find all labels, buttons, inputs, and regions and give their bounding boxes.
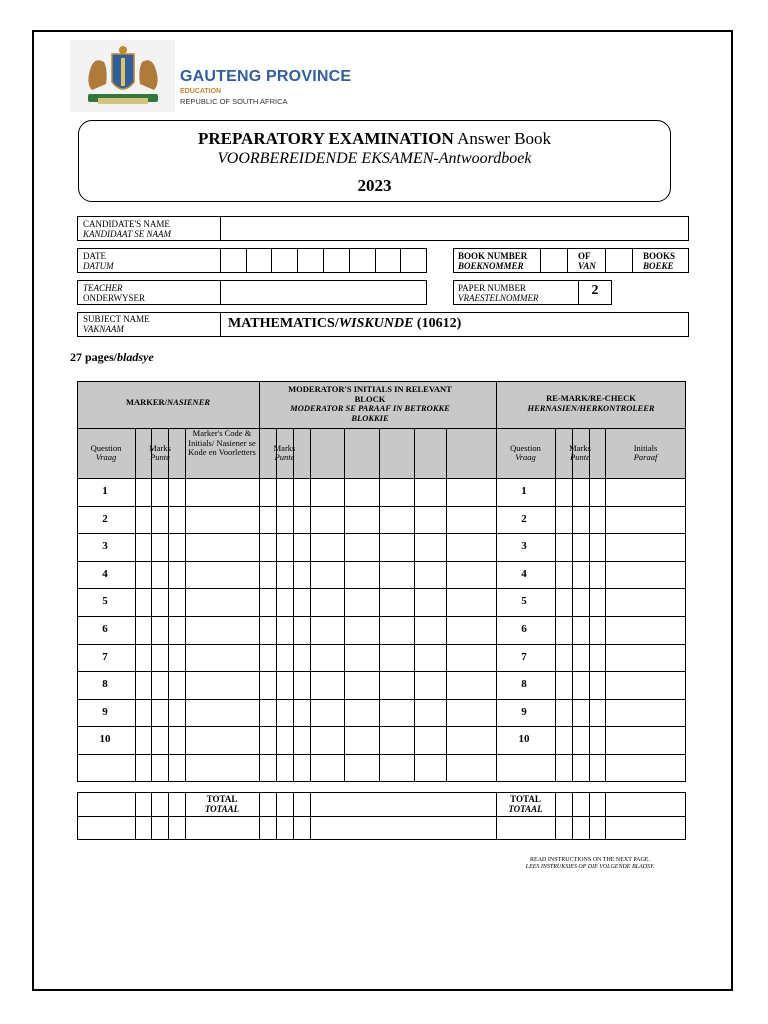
remark-total-af: TOTAAL	[508, 804, 543, 814]
remark-question-number: 6	[521, 623, 527, 635]
marker-question-number: 7	[102, 650, 108, 663]
marker-question-number: 2	[102, 512, 108, 525]
paper-number-label	[458, 283, 539, 303]
of-label	[578, 251, 596, 271]
marker-question-number: 9	[102, 705, 108, 718]
paper-number-value: 2	[591, 283, 599, 298]
books-af: BOEKE	[643, 261, 674, 271]
gauteng-logo	[70, 40, 355, 112]
moderator-marks-col-af: Punte	[274, 452, 295, 462]
marker-total-af: TOTAAL	[204, 804, 240, 814]
remark-question-number: 2	[521, 512, 527, 525]
subject-value-c: (10612)	[413, 316, 462, 331]
pages-count-en: 27 pages/	[70, 350, 118, 364]
moderator-header-en: MODERATOR'S INITIALS IN RELEVANT BLOCK	[288, 384, 452, 404]
remark-header-af: HERNASIEN/HERKONTROLEER	[527, 403, 655, 413]
footer-en: READ INSTRUCTIONS ON THE NEXT PAGE.	[530, 857, 650, 863]
question-col-af: Vraag	[95, 452, 117, 462]
book-number-label	[458, 251, 527, 271]
of-en: OF	[578, 251, 591, 261]
subject-label-af: VAKNAAM	[83, 324, 124, 334]
marks-col-af: Punte	[150, 452, 170, 462]
candidate-label	[83, 219, 171, 239]
marker-header-af: NASIENER	[167, 397, 211, 407]
candidate-name-field[interactable]	[222, 217, 688, 240]
remark-header-en: RE-MARK/RE-CHECK	[546, 393, 636, 403]
title-line2: VOORBEREIDENDE EKSAMEN-Antwoordboek	[217, 150, 532, 167]
books-label	[643, 251, 675, 271]
remark-question-number: 5	[521, 595, 527, 608]
teacher-label	[83, 283, 145, 303]
logo-country: REPUBLIC OF SOUTH AFRICA	[180, 97, 288, 106]
remark-question-number: 3	[521, 540, 527, 553]
date-label-en: DATE	[83, 251, 106, 261]
books-en: BOOKS	[643, 251, 676, 261]
logo-dept: EDUCATION	[180, 88, 222, 95]
subject-label	[83, 314, 150, 334]
pages-count-af: bladsye	[117, 350, 154, 364]
marker-question-number: 3	[102, 540, 108, 553]
moderator-marks-col-en: Marks	[273, 443, 296, 453]
remark-question-number: 7	[521, 650, 527, 663]
paper-number-en: PAPER NUMBER	[458, 283, 526, 293]
paper-number-af: VRAESTELNOMMER	[458, 293, 539, 303]
date-label-af: DATUM	[83, 261, 114, 271]
marks-col-en: Marks	[149, 443, 171, 453]
teacher-label-af: ONDERWYSER	[83, 293, 146, 303]
remark-question-number: 1	[521, 485, 527, 497]
marker-question-number: 6	[102, 623, 108, 635]
marker-question-number: 8	[102, 678, 108, 691]
footer-af: LEES INSTRUKSIES OP DIE VOLGENDE BLADSY.	[525, 864, 655, 870]
title-line1	[79, 129, 670, 149]
title-year: 2023	[357, 176, 392, 195]
marker-total-en: TOTAL	[206, 794, 238, 804]
teacher-field[interactable]	[222, 281, 426, 304]
remark-question-col-en: Question	[510, 443, 541, 453]
subject-label-en: SUBJECT NAME	[83, 314, 150, 324]
moderator-header-af: MODERATOR SE PARAAF IN BETROKKE BLOKKIE	[290, 403, 450, 423]
marker-question-number: 1	[102, 485, 108, 497]
remark-question-number: 8	[521, 678, 527, 691]
book-number-en: BOOK NUMBER	[458, 251, 528, 261]
title-line1-rest: Answer Book	[453, 129, 552, 148]
remark-marks-col-en: Marks	[569, 443, 591, 453]
marker-header-en: MARKER/	[125, 397, 168, 407]
marker-code-col: Marker's Code & Initials/ Nasiener se Kode en Voorletters	[188, 428, 256, 457]
subject-value	[228, 316, 461, 332]
marker-question-number: 4	[102, 567, 108, 580]
subject-value-a: MATHEMATICS/	[228, 316, 339, 331]
remark-initials-col-af: Paraaf	[633, 452, 658, 462]
title-line1-bold: PREPARATORY EXAMINATION	[197, 129, 454, 148]
pages-count	[70, 350, 154, 365]
candidate-label-af: KANDIDAAT SE NAAM	[83, 229, 171, 239]
remark-initials-col-en: Initials	[633, 443, 658, 453]
marker-header	[77, 398, 259, 408]
remark-question-number: 4	[521, 567, 527, 580]
marker-question-number: 10	[99, 733, 111, 746]
subject-value-b: WISKUNDE	[338, 316, 414, 331]
question-col-en: Question	[90, 443, 122, 453]
coat-of-arms-icon	[70, 40, 175, 112]
date-label	[83, 251, 114, 271]
candidate-label-en: CANDIDATE'S NAME	[83, 219, 170, 229]
remark-question-number: 9	[521, 705, 527, 718]
title-box	[78, 120, 671, 202]
remark-question-number: 10	[518, 733, 530, 746]
remark-question-col-af: Vraag	[515, 452, 536, 462]
of-af: VAN	[578, 261, 596, 271]
logo-province: GAUTENG PROVINCE	[180, 68, 352, 85]
teacher-label-en: TEACHER	[83, 283, 123, 293]
book-number-af: BOEKNOMMER	[458, 261, 524, 271]
remark-marks-col-af: Punte	[570, 452, 590, 462]
marker-question-number: 5	[102, 595, 108, 608]
remark-total-en: TOTAL	[510, 794, 541, 804]
